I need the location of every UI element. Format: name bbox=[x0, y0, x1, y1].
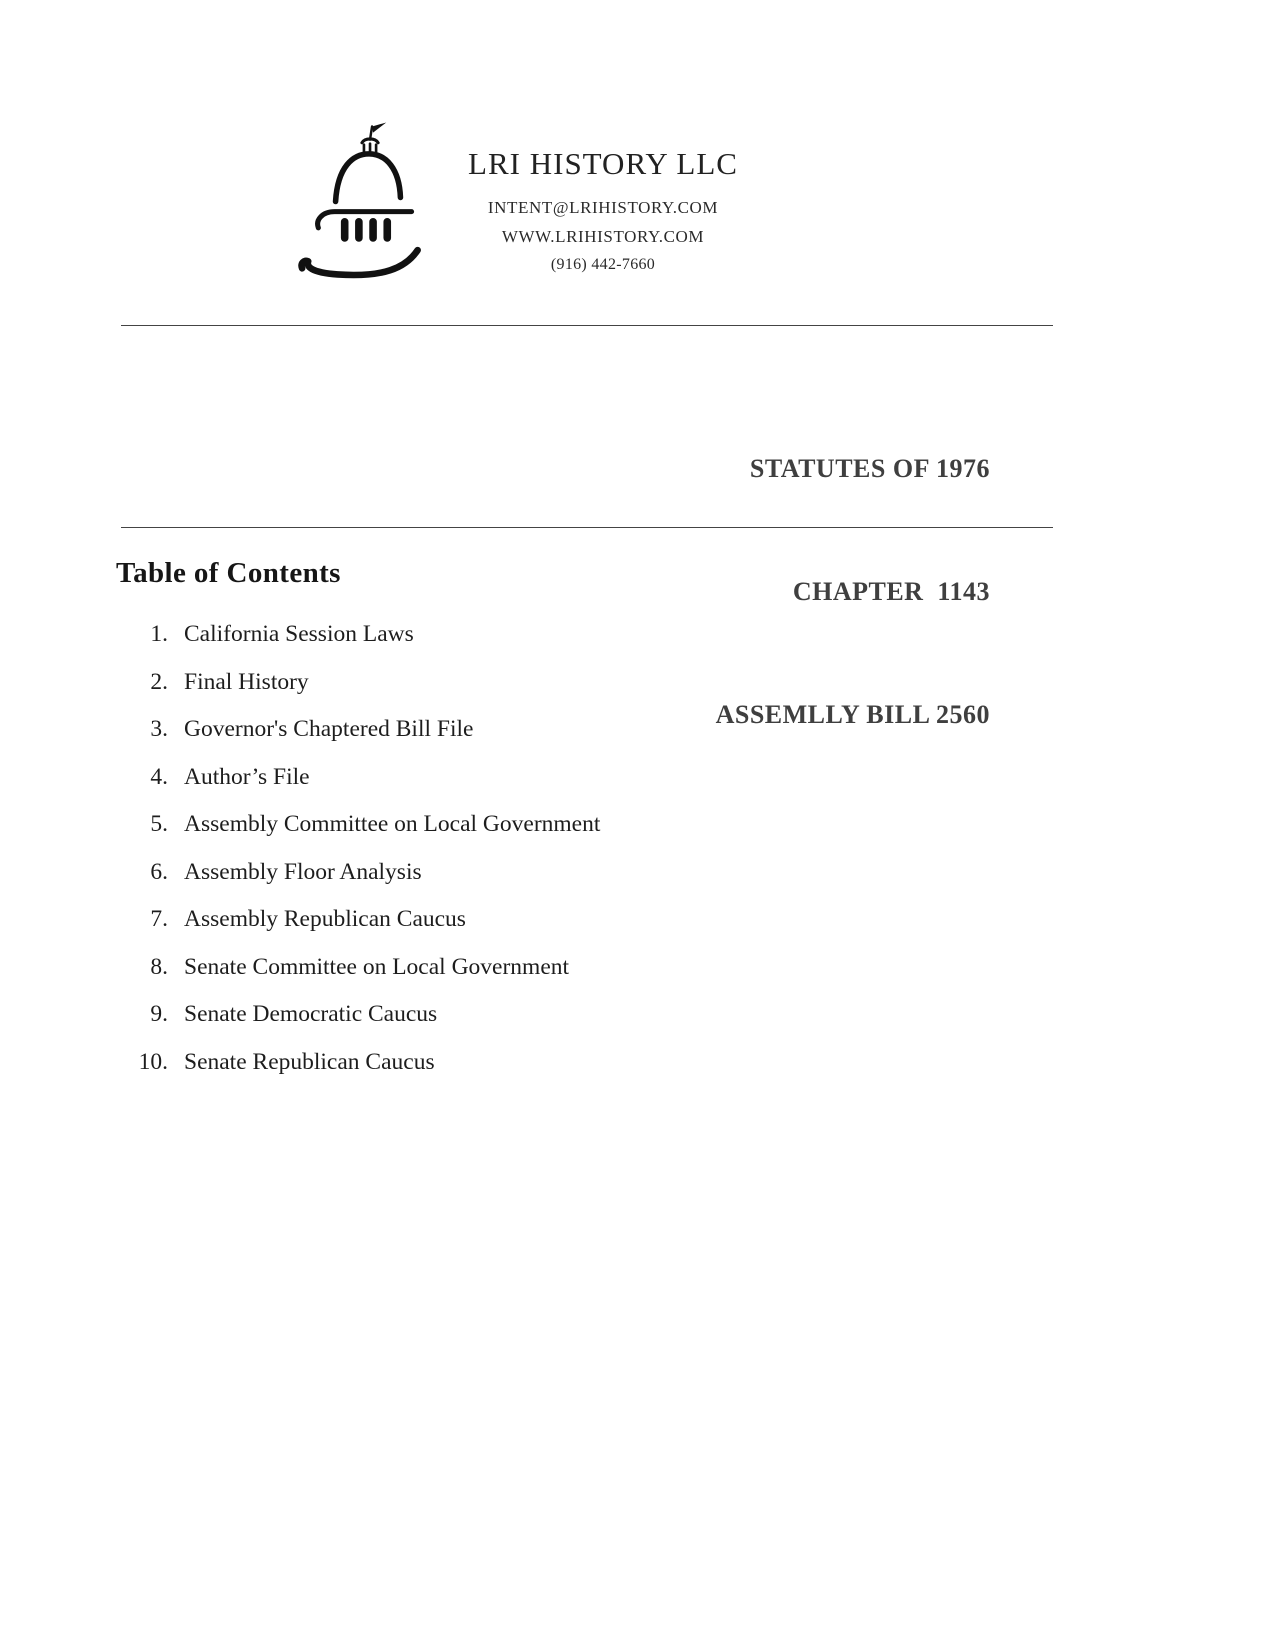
toc-item-number: 10. bbox=[138, 1048, 168, 1075]
statute-reference-block bbox=[716, 366, 990, 817]
toc-item-label: California Session Laws bbox=[184, 621, 414, 647]
toc-item bbox=[116, 860, 600, 885]
toc-list bbox=[116, 622, 600, 1097]
toc-item-label: Senate Democratic Caucus bbox=[184, 1001, 438, 1027]
toc-item-number: 9. bbox=[150, 1001, 168, 1027]
toc-item bbox=[116, 670, 600, 695]
toc-item bbox=[116, 955, 600, 980]
toc-item-label: Assembly Floor Analysis bbox=[184, 858, 422, 885]
toc-item-number: 4. bbox=[150, 763, 168, 790]
toc-item-number: 3. bbox=[150, 716, 168, 742]
org-website: WWW.LRIHISTORY.COM bbox=[501, 227, 705, 246]
toc-item-label: Final History bbox=[184, 668, 309, 695]
toc-item-label: Author’s File bbox=[184, 763, 310, 790]
org-name: LRI HISTORY LLC bbox=[468, 146, 738, 181]
chapter-line: CHAPTER 1143 bbox=[792, 577, 990, 606]
toc-item-number: 1. bbox=[150, 621, 168, 647]
toc-item-label: Governor's Chaptered Bill File bbox=[184, 716, 474, 742]
toc-item-label: Senate Republican Caucus bbox=[184, 1048, 435, 1075]
toc-item-number: 7. bbox=[150, 906, 168, 932]
divider-top bbox=[121, 325, 1053, 326]
toc-item-number: 8. bbox=[150, 953, 168, 980]
toc-item bbox=[116, 765, 600, 790]
toc-item bbox=[116, 1002, 600, 1027]
toc-item bbox=[116, 1050, 600, 1075]
org-email: INTENT@LRIHISTORY.COM bbox=[487, 198, 719, 217]
capitol-building-icon bbox=[292, 118, 444, 286]
toc-item-label: Assembly Republican Caucus bbox=[184, 906, 466, 932]
org-header bbox=[438, 146, 768, 274]
toc-item-number: 6. bbox=[150, 858, 168, 885]
toc-item-label: Assembly Committee on Local Government bbox=[184, 811, 601, 837]
toc-item bbox=[116, 717, 600, 742]
toc-item-label: Senate Committee on Local Government bbox=[184, 953, 570, 980]
statutes-line: STATUTES OF 1976 bbox=[749, 454, 990, 483]
toc-item-number: 2. bbox=[150, 668, 168, 695]
divider-bottom bbox=[121, 527, 1053, 528]
toc-item bbox=[116, 907, 600, 932]
toc-title: Table of Contents bbox=[116, 557, 341, 589]
bill-line: ASSEMLLY BILL 2560 bbox=[715, 700, 990, 729]
toc-item bbox=[116, 622, 600, 647]
capitol-building-drawing bbox=[292, 118, 444, 286]
toc-item-number: 5. bbox=[150, 811, 168, 837]
toc-item bbox=[116, 812, 600, 837]
org-phone: (916) 442-7660 bbox=[550, 256, 656, 273]
